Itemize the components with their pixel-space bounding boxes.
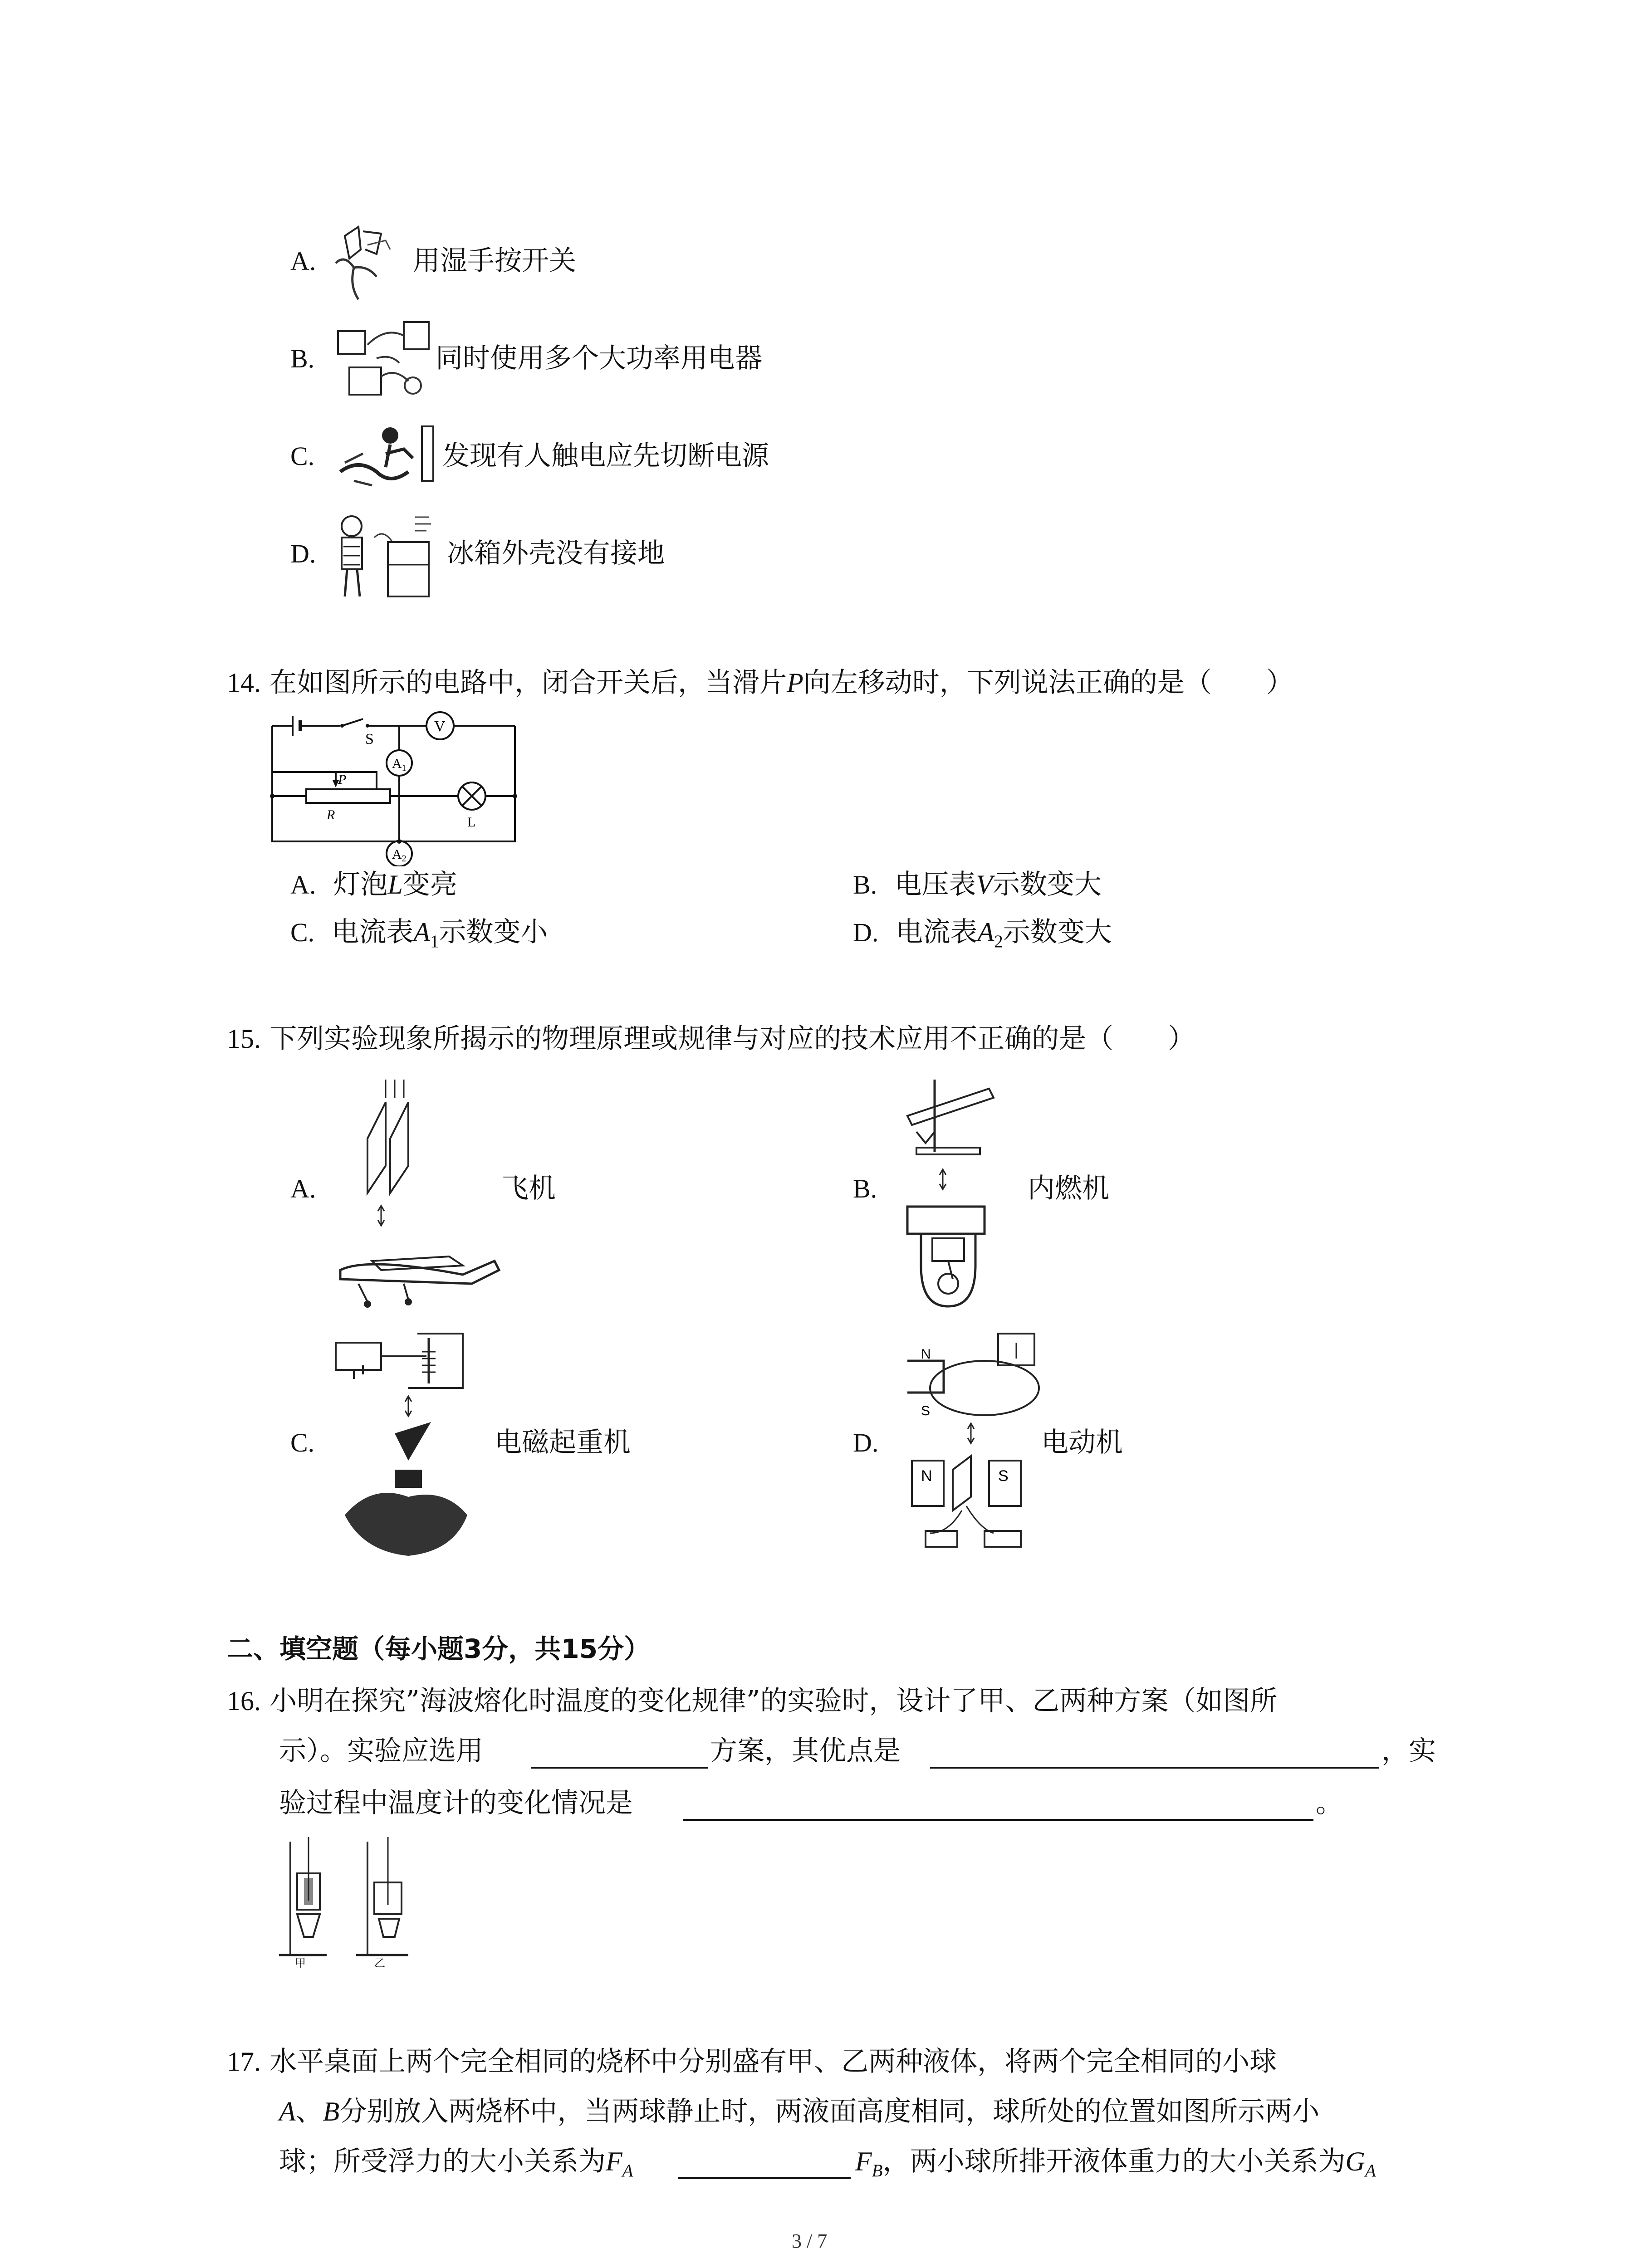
q14-option-a <box>290 866 457 903</box>
q13-option-b-text: 同时使用多个大功率用电器 <box>436 342 762 374</box>
q13-option-d-text: 冰箱外壳没有接地 <box>447 538 665 569</box>
q14-stem-tail: 向左移动时，下列说法正确的是（ ） <box>803 667 1293 699</box>
question-number: 14. <box>227 668 261 698</box>
option-var: V <box>976 870 993 899</box>
rheostat-label: R <box>327 807 335 822</box>
lamp-label: L <box>467 815 476 830</box>
q17-line3b <box>855 2143 1376 2189</box>
q15-option-a-letter: A. <box>290 1174 316 1203</box>
question-number: 16. <box>227 1686 261 1716</box>
q15-option-d-text: 电动机 <box>1041 1427 1123 1458</box>
voltmeter-label: V <box>434 718 446 735</box>
q16-blank-2[interactable] <box>930 1767 1379 1769</box>
q17-sep: 、 <box>295 2096 323 2127</box>
option-letter: B. <box>290 344 315 373</box>
q15-stem <box>227 1021 1195 1057</box>
q16-line2b: 方案，其优点是 <box>710 1735 901 1767</box>
electric-shock-rescue-image <box>336 417 440 494</box>
motor-s-label: S <box>998 1467 1009 1485</box>
weight-ga: G <box>1345 2146 1365 2176</box>
q13-option-c <box>290 438 314 474</box>
setup-jia-label: 甲 <box>295 1957 306 1969</box>
option-letter: D. <box>290 539 316 568</box>
q17-line2 <box>279 2093 1319 2130</box>
question-number: 15. <box>227 1024 261 1054</box>
q16-line1 <box>227 1683 1277 1719</box>
q16-line2a: 示）。实验应选用 <box>279 1735 483 1767</box>
melting-experiment-setups-image <box>277 1833 422 1969</box>
q17-text: 球；所受浮力的大小关系为 <box>279 2146 606 2177</box>
force-fb: F <box>855 2146 872 2176</box>
q16-blank-1[interactable] <box>531 1767 708 1769</box>
q13-option-c-text: 发现有人触电应先切断电源 <box>442 440 769 472</box>
many-appliances-image <box>336 318 431 399</box>
q13-option-a <box>290 243 316 279</box>
q17-text: ，两小球所排开液体重力的大小关系为 <box>882 2146 1346 2177</box>
option-var: A <box>413 917 430 947</box>
option-letter: B. <box>853 870 877 899</box>
test-tube-steam-image <box>889 1070 1007 1343</box>
section-title: 二、填空题（每小题3分，共15分） <box>227 1633 651 1664</box>
option-text: 示数变大 <box>1003 916 1112 948</box>
option-letter: A. <box>290 870 316 899</box>
q17-line3a <box>279 2143 633 2189</box>
q16-text: 小明在探究”海波熔化时温度的变化规律”的实验时，设计了甲、乙两种方案（如图所 <box>269 1685 1278 1717</box>
q15-option-b-letter: B. <box>853 1174 877 1203</box>
option-text: 电流表 <box>332 916 414 948</box>
q13-option-d <box>290 535 316 572</box>
fridge-no-ground-image <box>333 510 447 606</box>
magnet-s-label: S <box>921 1403 931 1418</box>
question-number: 17. <box>227 2047 261 2077</box>
ball-a-var: A <box>279 2097 296 2126</box>
q13-option-a-text: 用湿手按开关 <box>413 245 576 277</box>
force-fa-sub: A <box>622 2161 633 2180</box>
q15-option-c-letter: C. <box>290 1428 315 1457</box>
option-sub: 1 <box>430 932 439 951</box>
switch-label: S <box>365 731 374 748</box>
wet-hand-switch-image <box>318 222 408 304</box>
q14-stem <box>227 665 1293 701</box>
q14-stem-text: 在如图所示的电路中，闭合开关后，当滑片 <box>269 667 787 699</box>
q15-option-d-letter: D. <box>853 1428 879 1457</box>
option-text: 变亮 <box>402 869 457 900</box>
option-letter: C. <box>290 441 315 471</box>
generator-motor-experiment-image <box>903 1325 1048 1560</box>
option-text: 示数变大 <box>993 869 1102 900</box>
option-sub: 2 <box>994 932 1003 951</box>
q14-circuit-diagram <box>268 708 522 866</box>
ammeter-a1-label: $A_1$ <box>392 756 407 773</box>
q17-text: 分别放入两烧杯中，当两球静止时，两液面高度相同，球所处的位置如图所示两小 <box>339 2096 1320 2127</box>
q14-option-b <box>853 866 1102 903</box>
option-letter: C. <box>290 918 315 947</box>
q16-line3a: 验过程中温度计的变化情况是 <box>279 1787 633 1819</box>
option-var: L <box>387 870 403 899</box>
paper-sheets-blow-image <box>313 1075 513 1329</box>
motor-n-label: N <box>921 1467 932 1485</box>
q15-option-a-text: 飞机 <box>501 1173 556 1204</box>
q16-line2c: ，实 <box>1381 1735 1436 1767</box>
q15-option-b-text: 内燃机 <box>1028 1173 1109 1204</box>
option-text: 灯泡 <box>333 869 388 900</box>
force-fb-sub: B <box>872 2161 883 2180</box>
setup-yi-label: 乙 <box>374 1957 385 1969</box>
q16-line3b: 。 <box>1316 1787 1343 1819</box>
option-text: 示数变小 <box>439 916 548 948</box>
option-var: A <box>977 917 994 947</box>
option-text: 电流表 <box>896 916 978 948</box>
q13-option-b <box>290 340 314 377</box>
q14-option-d <box>853 914 1112 960</box>
ammeter-a2-label: $A_2$ <box>392 847 407 864</box>
option-text: 电压表 <box>894 869 976 900</box>
q15-option-c-text: 电磁起重机 <box>495 1427 631 1458</box>
q17-line1 <box>227 2043 1277 2080</box>
ball-b-var: B <box>323 2097 340 2126</box>
q15-stem-text: 下列实验现象所揭示的物理原理或规律与对应的技术应用不正确的是（ ） <box>269 1023 1195 1055</box>
q14-option-c <box>290 914 548 960</box>
option-letter: A. <box>290 246 316 276</box>
force-fa: F <box>606 2146 622 2176</box>
weight-ga-sub: A <box>1365 2161 1376 2180</box>
q17-blank-1[interactable] <box>678 2177 851 2179</box>
magnet-n-label: N <box>921 1347 931 1362</box>
electromagnet-experiment-image <box>327 1325 490 1579</box>
option-letter: D. <box>853 918 879 947</box>
q16-blank-3[interactable] <box>683 1819 1313 1821</box>
q14-var-p: P <box>787 668 803 698</box>
q17-text: 水平桌面上两个完全相同的烧杯中分别盛有甲、乙两种液体，将两个完全相同的小球 <box>269 2046 1277 2077</box>
slider-p-label: P <box>338 772 347 787</box>
page-number: 3 / 7 <box>792 2230 828 2252</box>
